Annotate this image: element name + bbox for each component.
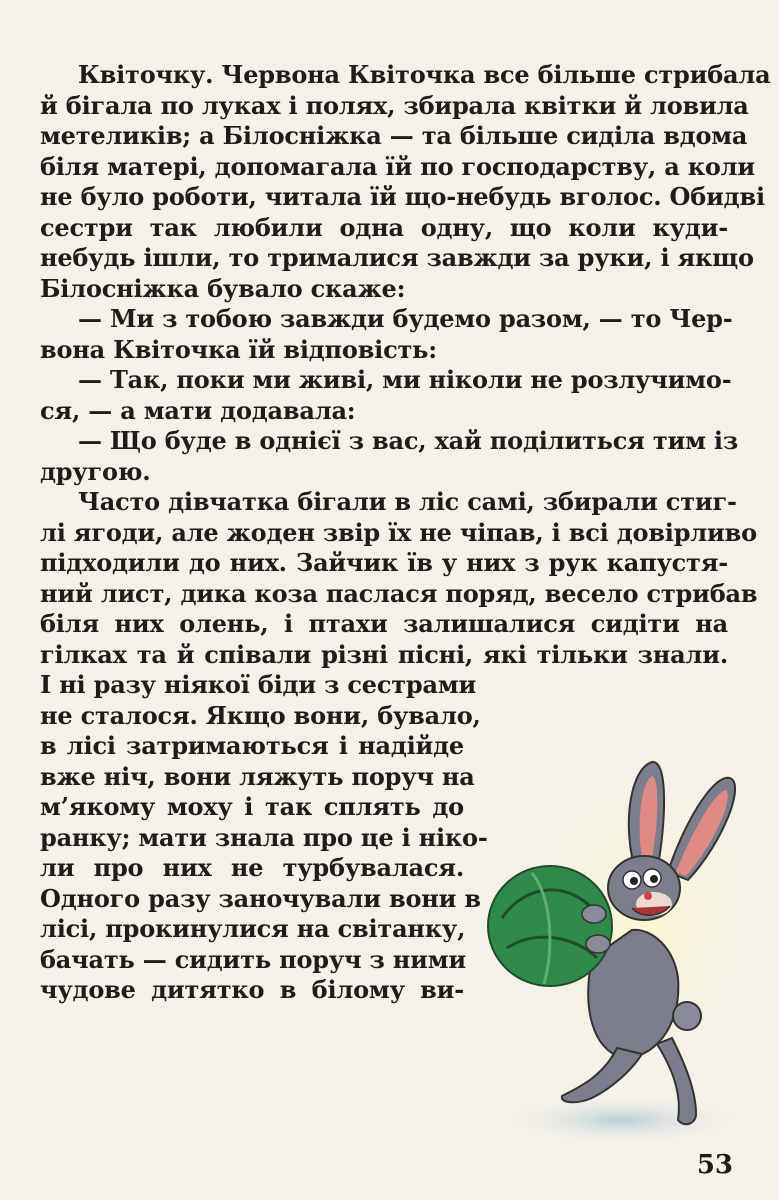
text-line: ний лист, дика коза паслася поряд, весело стрибав [40,578,758,608]
text-line: другою. [40,456,151,486]
text-line: І ні разу ніякої біди з сестрами [40,670,477,699]
text-line: ся, — а мати додавала: [40,395,356,425]
text-line: не сталося. Якщо вони, бувало, [40,700,481,730]
text-line: Білосніжка бувало скаже: [40,273,406,303]
text-line: Одного разу заночували вони в [40,883,481,913]
text-line: Квіточку. Червона Квіточка все більше стрибала [78,60,771,89]
text-line: чудове дитятко в білому ви- [40,975,464,1004]
text-line: вже ніч, вони ляжуть поруч на [40,761,475,791]
text-line: сестри так любили одна одну, що коли куди- [40,212,728,242]
text-line: й бігала по луках і полях, збирала квітки й ловила [40,90,749,120]
text-line: м’якому моху і так сплять до [40,792,464,821]
text-line: метеликів; а Білосніжка — та більше сиділа вдома [40,121,748,150]
text-line: бачать — сидить поруч з ними [40,944,467,974]
text-line: біля матері, допомагала їй по господарству, а коли [40,151,755,181]
rabbit-illustration [482,748,752,1158]
text-line: підходили до них. Зайчик їв у них з рук капустя- [40,548,728,577]
text-line: — Ми з тобою завжди будемо разом, — то Чер- [78,304,733,333]
page-number: 53 [696,1150,733,1180]
text-line: в лісі затримаються і надійде [40,731,464,760]
text-line: гілках та й співали різні пісні, які тільки знали. [40,639,728,669]
text-line: лі ягоди, але жоден звір їх не чіпав, і всі довірливо [40,517,757,547]
text-line: біля них олень, і птахи залишалися сидіти на [40,609,728,638]
text-line: лісі, прокинулися на світанку, [40,914,466,943]
text-line: — Так, поки ми живі, ми ніколи не розлучимо- [78,365,732,394]
text-line: небудь ішли, то трималися завжди за руки, і якщо [40,243,754,272]
text-line: вона Квіточка їй відповість: [40,334,437,364]
text-line: ранку; мати знала про це і ніко- [40,822,488,852]
text-line: не було роботи, читала їй що-небудь вголос. Обидві [40,182,765,211]
text-line: ли про них не турбувалася. [40,853,464,882]
text-line: — Що буде в однієї з вас, хай поділиться тим із [78,426,738,455]
text-line: Часто дівчатка бігали в ліс самі, збирали стиг- [78,487,737,516]
